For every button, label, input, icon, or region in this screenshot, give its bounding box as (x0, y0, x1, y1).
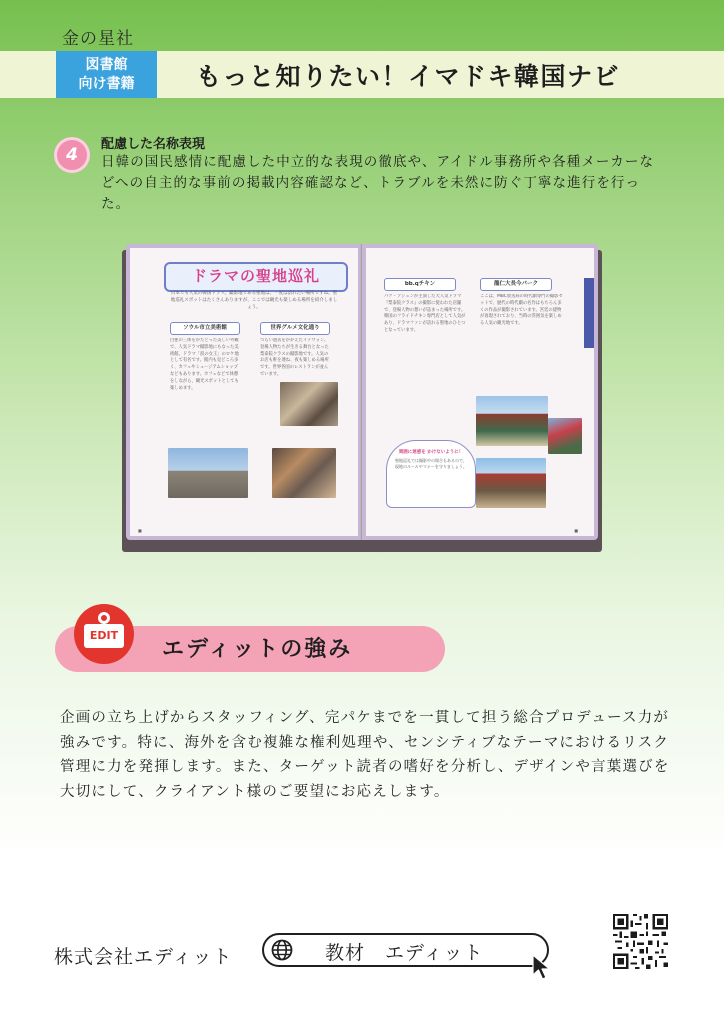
edit-body: 企画の立ち上げからスタッフィング、完パケまでを一貫して担う総合プロデュース力が強みです。特に、海外を含む複雑な権利処理や、センシティブなテーマにおけるリスク管理に力を発揮します。また、ターゲット読者の嗜好を分析し、デザインや言葉選びを大切にして、クライアント様のご要望にお応えします。 (60, 710, 670, 800)
street-photo (280, 382, 338, 426)
qr-code[interactable] (613, 914, 668, 969)
company-name: 株式会社エディット (54, 946, 233, 968)
edit-logo-pin (98, 612, 110, 624)
book-callout-title: 周囲に迷惑を かけないように！ (398, 450, 464, 455)
book-heading-gourmet: 世界グルメ文化通り (260, 322, 330, 335)
mouse-cursor-icon (531, 953, 553, 981)
page-number-left: ■ (138, 528, 142, 533)
book-heading-park: 龍仁大長今パーク (480, 278, 552, 291)
category-label-line1: 図書館 (85, 56, 128, 73)
book-callout-body: 聖地巡礼では撮影中の場合もあるので、現地のルールやマナーを守りましょう。 (395, 458, 467, 469)
book-text-park: ここは、MBC放送局の時代劇専門の撮影セットで、歴代の時代劇の名作はもちろん多くの作品が撮影されています。宮廷の建物が再現されており、当時の雰囲気を楽しめる人気の観光地です。 (480, 294, 563, 327)
museum-photo (168, 448, 248, 498)
page-title: もっと知りたい！イマドキ韓国ナビ (196, 62, 621, 91)
search-query-text: 教材 エディット (325, 942, 484, 964)
book-text-chicken: パク・ソジュンが主演した大人気ドラマ『梨泰院クラス』の撮影に使われた店舗で、登場人物の想いが詰まった場所です。韓国のフライドチキン専門店として人気があり、ドラマファンが訪れる聖地のひとつとなっています。 (384, 294, 466, 333)
book-callout (386, 440, 476, 508)
food-alley-photo (272, 448, 336, 498)
book-spread-image (120, 244, 602, 552)
globe-icon (271, 939, 293, 961)
section-number-badge: 4 (54, 137, 90, 173)
edit-heading: エディットの強み (162, 637, 353, 662)
book-text-gourmet: つらい過去をかかえたイテウォン。登場人物たちが生きる舞台となった梨泰院クラスの撮影地です。人気のお店も軒を連ね、夜も楽しめる場所です。世界各国のレストランが並んでいます。 (260, 338, 329, 377)
section-body: 日韓の国民感情に配慮した中立的な表現の徹底や、アイドル事務所や各種メーカーなどへの自主的な事前の掲載内容確認など、トラブルを未然に防ぐ丁寧な進行を行った。 (101, 154, 655, 212)
page-number-right: ■ (574, 528, 578, 533)
palace-photo-3 (476, 458, 546, 508)
book-heading-museum: ソウル市立美術館 (170, 322, 240, 335)
palace-photo-1 (476, 396, 548, 446)
book-side-tab (584, 278, 594, 348)
category-label-line2: 向け書籍 (78, 75, 135, 92)
section-title: 配慮した名称表現 (101, 137, 206, 152)
book-text-museum: 白亜の三体をかたどった美しい外観で、人気ドラマ撮影地にもなった美術館。ドラマ「涙の女王」のロケ地として有名です。館内も見どころ多く、カフェやミュージアムショップなどもあります。カフェなどで休憩をしながら、観光スポットとしても楽しめます。 (170, 338, 239, 391)
book-heading-chicken: bb.qチキン (384, 278, 456, 291)
book-right-page (362, 244, 598, 540)
publisher-name: 金の星社 (62, 29, 134, 49)
palace-photo-2 (548, 418, 582, 454)
book-left-page (126, 244, 362, 540)
edit-logo-card: EDIT (84, 624, 124, 648)
book-intro-text: 日本でも人気の韓国ドラマ。撮影地である聖地は、一度は訪れたい場所ですね。聖地巡礼スポットはたくさんありますが、ここでは観光も楽しめる場所を紹介しましょう。 (170, 291, 338, 310)
category-label (56, 51, 157, 98)
book-page-title: ドラマの聖地巡礼 (164, 262, 348, 292)
